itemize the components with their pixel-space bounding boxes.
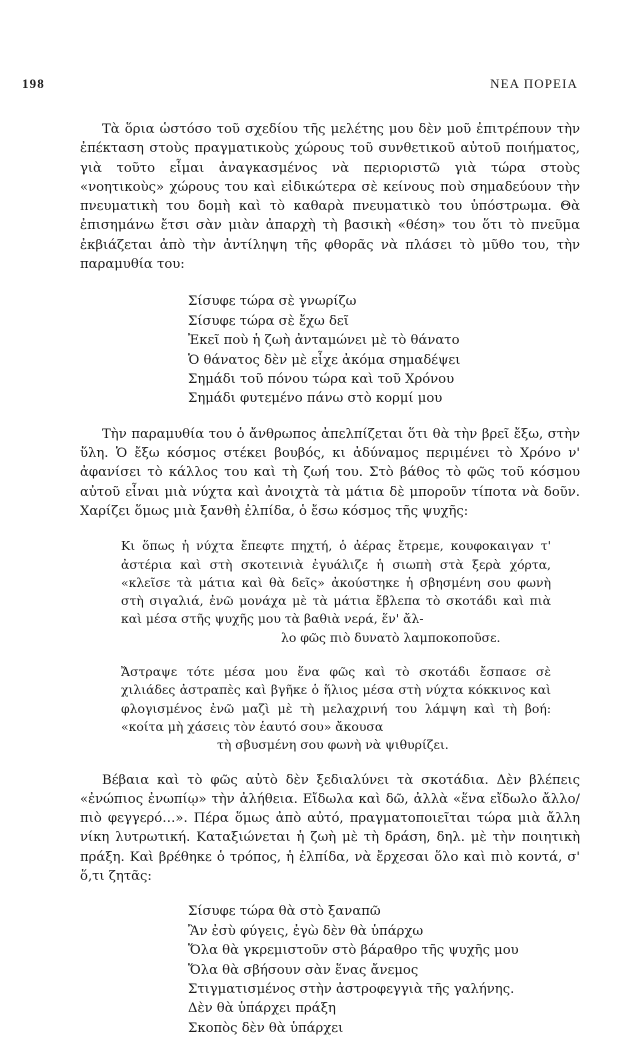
verse-line: Σίσυφε τώρα θὰ στὸ ξαναπῶ: [188, 904, 381, 920]
verse-line: Σκοπὸς δὲν θὰ ὑπάρχει: [188, 1020, 344, 1036]
page-number: 198: [22, 76, 45, 91]
verse-line: Ἐκεῖ ποὺ ἡ ζωὴ ἀνταμώνει μὲ τὸ θάνατο: [188, 333, 460, 349]
verse-block-1: [80, 292, 580, 408]
quote-last-line: λο φῶς πιὸ δυνατὸ λαμποκοποῦσε.: [281, 629, 501, 645]
quote-text: Κι ὅπως ἡ νύχτα ἔπεφτε πηχτή, ὁ ἀέρας ἔτρεμε, κουφοκαιγαν τ' ἀστέρια καὶ στὴ σκοτεινιὰ ἐγυάλιζε ἡ σιωπὴ στὰ ξερὰ χόρτα, «κλεῖσε τὰ μάτια καὶ θὰ δεῖς» ἀκούστηκε ἡ σβησμένη σου φωνὴ στὴ σιγαλιά, ἐνῶ μονάχα μὲ τὰ μάτια ἔβλεπα τὸ σκοτάδι καὶ πιὰ καὶ μέσα στῆς ψυχῆς μου τὰ βαθιὰ νερά, ἕν' ἄλ-: [121, 538, 551, 627]
verse-line: Ὅλα θὰ σβήσουν σὰν ἕνας ἄνεμος: [188, 962, 419, 978]
verse-line: Στιγματισμένος στὴν ἀστροφεγγιὰ τῆς γαλήνης.: [188, 981, 515, 997]
verse-line: Ἂν ἐσὺ φύγεις, ἐγὼ δὲν θὰ ὑπάρχω: [188, 923, 424, 939]
verse-line: Σημάδι τοῦ πόνου τώρα καὶ τοῦ Χρόνου: [188, 372, 455, 387]
quote-text: Ἄστραψε τότε μέσα μου ἕνα φῶς καὶ τὸ σκοτάδι ἔσπασε σὲ χιλιάδες ἀστραπὲς καὶ βγῆκε ὁ ἥλιος μέσα στὴ νύχτα κόκκινος καὶ φλογισμένος ἐνῶ μαζὶ μὲ τὴ μελαχρινή του λάμψη καὶ τὴ βοή: «κοίτα μὴ χάσεις τὸν ἑαυτό σου» ἄκουσα: [121, 664, 551, 734]
verse-line: Σημάδι φυτεμένο πάνω στὸ κορμί μου: [188, 391, 443, 407]
verse-line: Ὅλα θὰ γκρεμιστοῦν στὸ βάραθρο τῆς ψυχῆς μου: [188, 943, 519, 959]
paragraph-3: Βέβαια καὶ τὸ φῶς αὐτὸ δὲν ξεδιαλύνει τὰ σκοτάδια. Δὲν βλέπεις «ἐνώπιος ἐνωπίῳ» τὴν ἀλήθεια. Εἴδωλα καὶ δῶ, ἀλλὰ «ἕνα εἴδωλο ἄλλο/πιὸ φεγγερό…». Πέρα ὅμως ἀπὸ αὐτό, πραγματοποιεῖται τώρα μιὰ ἄλλη νίκη λυτρωτική. Καταξιώνεται ἡ ζωὴ μὲ τὴ δράση, δηλ. μὲ τὴν ποιητικὴ πράξη. Καὶ βρέθηκε ὁ τρόπος, ἡ ἐλπίδα, νὰ ἔρχεσαι ὅλο καὶ πιὸ κοντά, σ' ὅ,τι ζητᾶς:: [80, 772, 580, 885]
verse-line: Σίσυφε τώρα σὲ ἔχω δεῖ: [188, 313, 349, 329]
prose-quote-1: [121, 537, 551, 647]
prose-quote-2: [121, 663, 551, 754]
verse-line: Σίσυφε τώρα σὲ γνωρίζω: [188, 294, 357, 310]
paragraph-1: Τὰ ὅρια ὡστόσο τοῦ σχεδίου τῆς μελέτης μου δὲν μοῦ ἐπιτρέπουν τὴν ἐπέκταση στοὺς πραγματικοὺς χώρους τοῦ συνθετικοῦ αὐτοῦ ποιήματος, γιὰ τοῦτο εἶμαι ἀναγκασμένος νὰ περιοριστῶ γιὰ τώρα στοὺς «νοητικοὺς» χώρους του καὶ εἰδικώτερα σὲ κείνους ποὺ σημαδεύουν τὴν πνευματικὴ του δομὴ καὶ τὸ καθαρὰ πνευματικὸ του ὑπόστρωμα. Θὰ ἐπισημάνω ἔτσι σὰν μιὰν ἀπαρχὴ τὴ βασικὴ «θέση» του ὅτι τὸ πνεῦμα ἐκβιάζεται ἀπὸ τὴν ἀντίληψη τῆς φθορᾶς νὰ πλάσει τὸ μῦθο του, τὴν παραμυθία του:: [80, 122, 580, 273]
paragraph-2: Τὴν παραμυθία του ὁ ἄνθρωπος ἀπελπίζεται ὅτι θὰ τὴν βρεῖ ἔξω, στὴν ὕλη. Ὁ ἔξω κόσμος στέκει βουβός, κι ἀδύναμος περιμένει τὸ Χρόνο ν' ἀφανίσει τὸ κάλλος του καὶ τὴ ζωή του. Στὸ βάθος τὸ φῶς τοῦ κόσμου αὐτοῦ εἶναι μιὰ νύχτα καὶ ἀνοιχτὰ τὰ μάτια δὲ μποροῦν τίποτα νὰ δοῦν. Χαρίζει ὅμως μιὰ ξανθὴ ἐλπίδα, ὁ ἔσω κόσμος τῆς ψυχῆς:: [80, 426, 580, 519]
quote-last-line: τὴ σβυσμένη σου φωνὴ νὰ ψιθυρίζει.: [217, 737, 449, 753]
article-body: [80, 120, 580, 1038]
running-head: ΝΕΑ ΠΟΡΕΙΑ: [490, 76, 578, 91]
verse-block-2: [80, 902, 580, 1038]
verse-line: Ὁ θάνατος δὲν μὲ εἶχε ἀκόμα σημαδέψει: [188, 352, 461, 368]
page-header: [22, 76, 578, 92]
verse-line: Δὲν θὰ ὑπάρχει πράξη: [188, 1001, 336, 1017]
